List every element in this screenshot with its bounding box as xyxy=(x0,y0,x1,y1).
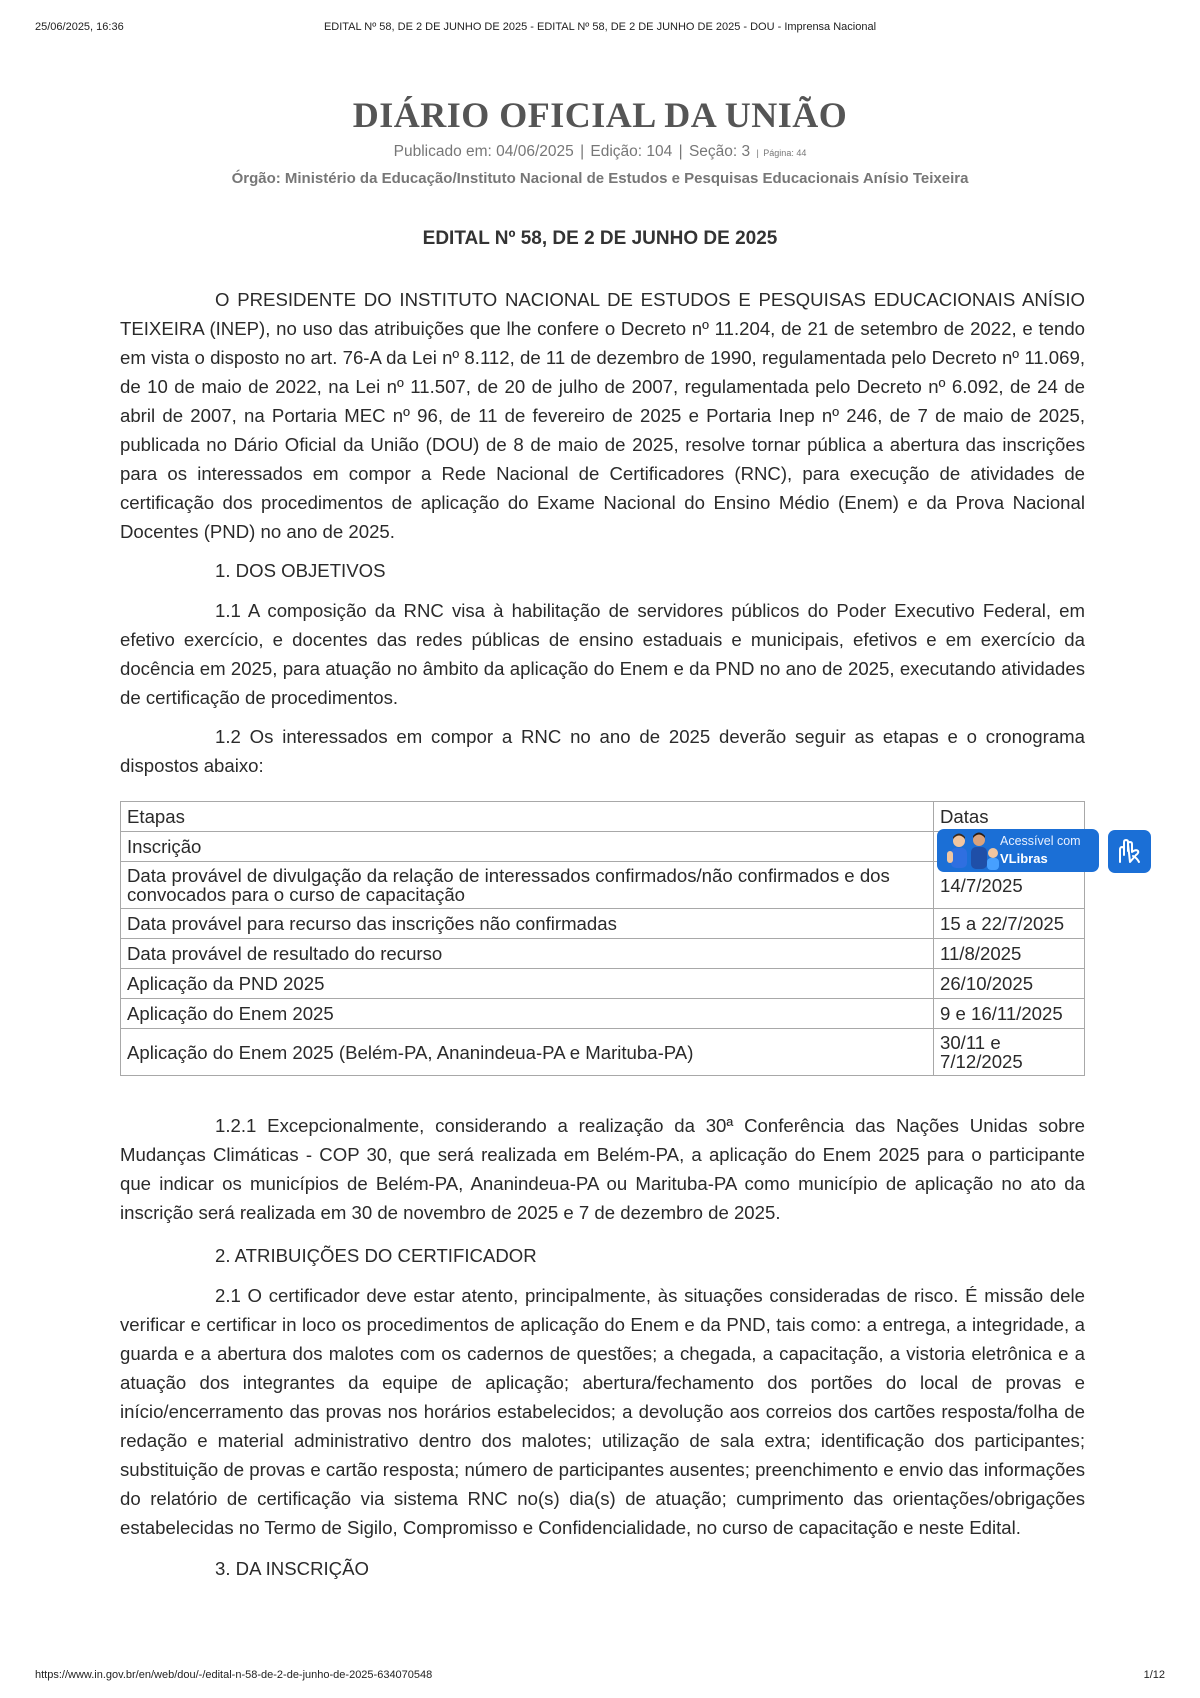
section-1-heading: 1. DOS OBJETIVOS xyxy=(215,560,386,581)
vlibras-line2: VLibras xyxy=(1000,851,1048,866)
print-page-title: EDITAL Nº 58, DE 2 DE JUNHO DE 2025 - EDITAL Nº 58, DE 2 DE JUNHO DE 2025 - DOU - Imprensa Nacional xyxy=(323,21,877,33)
table-cell-date: 26/10/2025 xyxy=(934,969,1085,999)
table-cell-stage: Data provável de resultado do recurso xyxy=(121,939,934,969)
paragraph-2-1: 2.1 O certificador deve estar atento, principalmente, às situações consideradas de risco. É missão dele verificar e certificar in loco os procedimentos de aplicação do Enem e da PND, tais como: a entrega, a integridade, a guarda e a abertura dos malotes com os cadernos de questões; a chegada, a capacitação, a vistoria eletrônica e a atuação dos integrantes da equipe de aplicação; abertura/fechamento dos portões do local de provas e início/encerramento das provas nos horários estabelecidos; a devolução aos correios dos cartões resposta/folha de redação e material administrativo dentro dos malotes; utilização de sala extra; identificação dos participantes; substituição de provas e cartão resposta; número de participantes ausentes; preenchimento e envio das informações do relatório de certificação via sistema RNC no(s) dia(s) de atuação; cumprimento das orientações/obrigações estabelecidas no Termo de Sigilo, Compromisso e Confidencialidade, no curso de capacitação e neste Edital. xyxy=(120,1285,1085,1538)
table-cell-date: 15 a 22/7/2025 xyxy=(934,909,1085,939)
section-2-heading: 2. ATRIBUIÇÕES DO CERTIFICADOR xyxy=(215,1245,537,1266)
table-row xyxy=(121,939,1085,969)
paragraph-1-2-1: 1.2.1 Excepcionalmente, considerando a realização da 30ª Conferência das Nações Unidas sobre Mudanças Climáticas - COP 30, que será realizada em Belém-PA, a aplicação do Enem 2025 para o participante que indicar os municípios de Belém-PA, Ananindeua-PA ou Marituba-PA como município de aplicação no ato da inscrição será realizada em 30 de novembro de 2025 e 7 de dezembro de 2025. xyxy=(120,1115,1085,1223)
section-number: Seção: 3 xyxy=(688,143,751,160)
table-cell-stage: Data provável de divulgação da relação de interessados confirmados/não confirmados e dos convocados para o curso de capacitação xyxy=(121,862,934,909)
table-cell-date: 30/11 e 7/12/2025 xyxy=(934,1029,1085,1076)
table-header-cell: Datas xyxy=(934,802,1085,832)
table-row xyxy=(121,969,1085,999)
publication-info: Publicado em: 04/06/2025 | Edição: 104 | Seção: 3 | Página: 44 xyxy=(393,143,807,160)
edition-number: Edição: 104 xyxy=(590,143,673,160)
published-date: Publicado em: 04/06/2025 xyxy=(393,143,574,160)
table-cell-date: 14/7/2025 xyxy=(934,862,1085,909)
intro-block xyxy=(120,285,1085,546)
print-header xyxy=(0,21,1200,37)
table-cell-stage: Aplicação da PND 2025 xyxy=(121,969,934,999)
vlibras-avatars-icon xyxy=(945,831,1001,871)
table-header-row xyxy=(121,802,1085,832)
table-row xyxy=(121,999,1085,1029)
intro-paragraph: O PRESIDENTE DO INSTITUTO NACIONAL DE ESTUDOS E PESQUISAS EDUCACIONAIS ANÍSIO TEIXEIRA (INEP), no uso das atribuições que lhe confere o Decreto nº 11.204, de 21 de setembro de 2022, e tendo em vista o disposto no art. 76-A da Lei nº 8.112, de 11 de dezembro de 1990, regulamentada pelo Decreto nº 11.069, de 10 de maio de 2022, na Lei nº 11.507, de 20 de julho de 2007, regulamentada pelo Decreto nº 6.092, de 24 de abril de 2007, na Portaria MEC nº 96, de 11 de fevereiro de 2025 e Portaria Inep nº 246, de 7 de maio de 2025, publicada no Dário Oficial da União (DOU) de 8 de maio de 2025, resolve tornar pública a abertura das inscrições para os interessados em compor a Rede Nacional de Certificadores (RNC), para execução de atividades de certificação dos procedimentos de aplicação do Exame Nacional do Ensino Médio (Enem) e da Prova Nacional Docentes (PND) no ano de 2025. xyxy=(120,289,1085,542)
hands-sign-language-icon xyxy=(1114,836,1145,867)
table-row xyxy=(121,909,1085,939)
print-page-number: 1/12 xyxy=(1143,1669,1165,1681)
paragraph-1-1: 1.1 A composição da RNC visa à habilitação de servidores públicos do Poder Executivo Federal, em efetivo exercício, e docentes das redes públicas de ensino estaduais e municipais, efetivos e em exercício da docência em 2025, para atuação no âmbito da aplicação do Enem e da PND no ano de 2025, executando atividades de certificação de procedimentos. xyxy=(120,600,1085,708)
page-url: https://www.in.gov.br/en/web/dou/-/edital-n-58-de-2-de-junho-de-2025-634070548 xyxy=(35,1669,433,1681)
masthead-title: DIÁRIO OFICIAL DA UNIÃO xyxy=(352,95,848,135)
table-cell-stage: Aplicação do Enem 2025 xyxy=(121,999,934,1029)
table-cell-stage: Aplicação do Enem 2025 (Belém-PA, Ananindeua-PA e Marituba-PA) xyxy=(121,1029,934,1076)
table-header-cell: Etapas xyxy=(121,802,934,832)
issuing-organ: Órgão: Ministério da Educação/Instituto Nacional de Estudos e Pesquisas Educacionais Anísio Teixeira xyxy=(231,170,969,187)
document-title: EDITAL Nº 58, DE 2 DE JUNHO DE 2025 xyxy=(422,228,778,249)
page-number: Página: 44 xyxy=(763,148,807,158)
table-row xyxy=(121,1029,1085,1076)
table-cell-date: 9 e 16/11/2025 xyxy=(934,999,1085,1029)
table-cell-stage: Inscrição xyxy=(121,832,934,862)
vlibras-line1: Acessível com xyxy=(1000,834,1081,848)
vlibras-toggle-button[interactable] xyxy=(1108,830,1151,873)
print-datetime: 25/06/2025, 16:36 xyxy=(35,21,124,33)
section-3-heading: 3. DA INSCRIÇÃO xyxy=(215,1558,369,1579)
vlibras-accessibility-banner[interactable] xyxy=(937,829,1099,872)
table-cell-stage: Data provável para recurso das inscrições não confirmadas xyxy=(121,909,934,939)
paragraph-1-2: 1.2 Os interessados em compor a RNC no ano de 2025 deverão seguir as etapas e o cronograma dispostos abaixo: xyxy=(120,726,1085,776)
table-cell-date: 11/8/2025 xyxy=(934,939,1085,969)
